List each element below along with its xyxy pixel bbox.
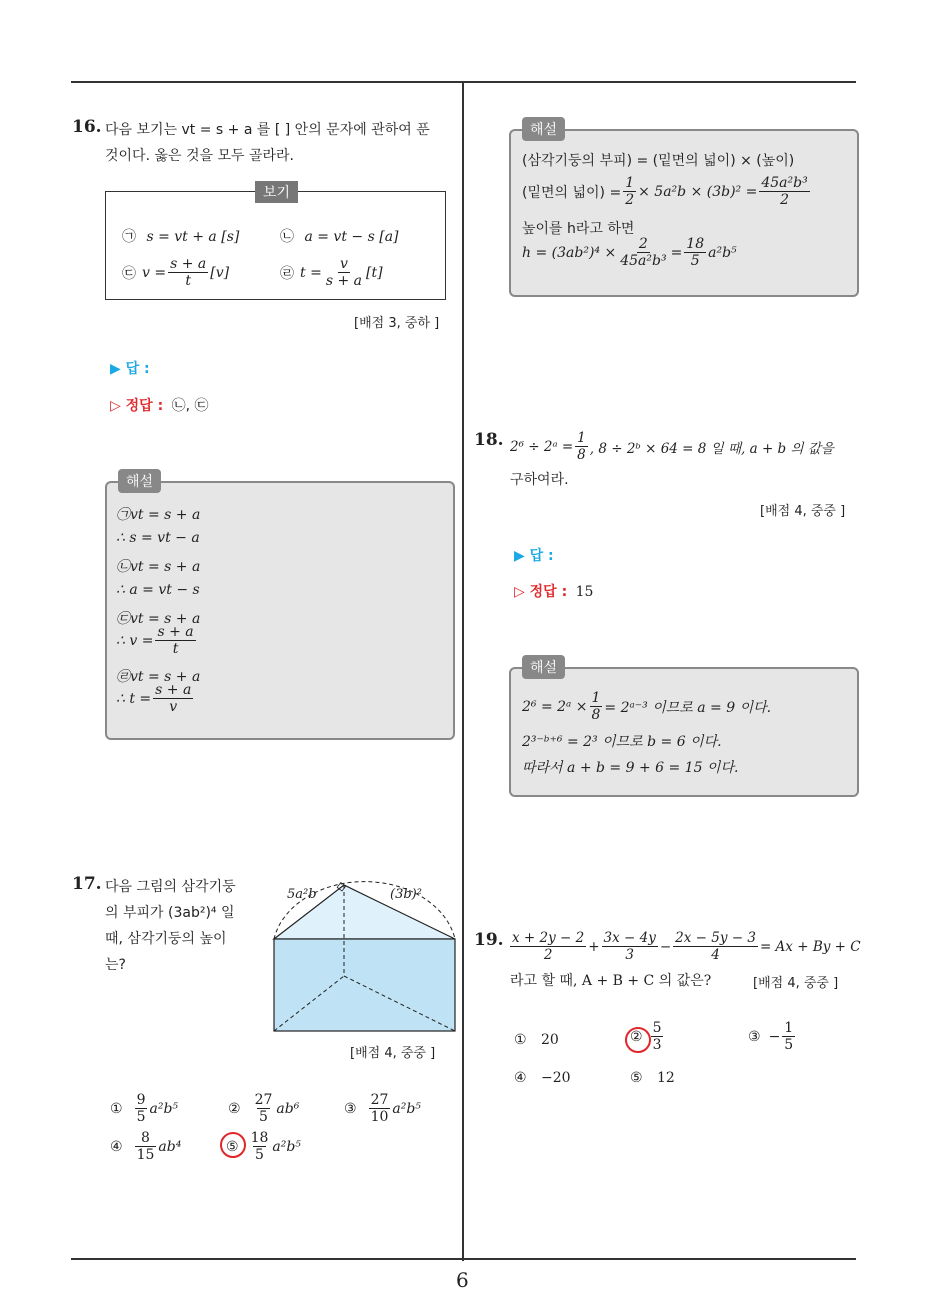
- q18-sol-line-1: [522, 690, 771, 723]
- q19-option-5-val: 12: [657, 1070, 675, 1086]
- q18-text-pre: 2⁶ ÷ 2ᵃ =: [510, 438, 574, 455]
- q17-sol-line-4: [522, 236, 737, 269]
- q16-sol-frac-v-num: s + a: [157, 624, 194, 640]
- q17-opt4-frac-den: 15: [136, 1147, 155, 1163]
- q16-correct-line: [110, 395, 209, 415]
- q17-sol-line-2-mid: × 5a²b × (3b)² =: [638, 183, 758, 200]
- q17-opt5-frac-num: 18: [250, 1130, 269, 1146]
- q19-selected-circle: [625, 1027, 651, 1053]
- q16-correct-value: ㉡, ㉢: [171, 398, 209, 414]
- q17-option-1[interactable]: [110, 1092, 178, 1125]
- q16-sol-line-8: [116, 682, 195, 715]
- q16-sol-line-2: ∴ s = vt − a: [116, 530, 200, 546]
- q19-option-2-num: ②: [630, 1028, 643, 1045]
- q17-opt4-frac-num: 8: [141, 1130, 150, 1146]
- q17-opt3-tail: a²b⁵: [392, 1100, 421, 1117]
- q19-option-5[interactable]: [630, 1070, 675, 1086]
- q19-f3-den: 4: [711, 947, 720, 963]
- q16-sol-frac-v-den: t: [172, 641, 179, 657]
- q17-opt2-frac-den: 5: [259, 1109, 268, 1125]
- q16-sol-line-6: [116, 624, 198, 657]
- q19-option-1[interactable]: [514, 1032, 559, 1048]
- q17-opt2-frac-num: 27: [254, 1092, 273, 1108]
- q17-sol-l2-f1-den: 2: [625, 192, 635, 208]
- q18-sol-line-1-post: = 2ᵃ⁻³ 이므로 a = 9 이다.: [604, 699, 772, 716]
- q17-opt3-frac-den: 10: [370, 1109, 389, 1125]
- q16-text-line1: 다음 보기는 vt = s + a 를 [ ] 안의 문자에 관하여 푼: [105, 122, 430, 138]
- q17-fig-label-left: 5a²b: [287, 887, 317, 902]
- q16-sol-line-8-lhs: ∴ t =: [116, 690, 152, 707]
- q19-opt2-frac-den: 3: [652, 1037, 662, 1053]
- q17-opt5-tail: a²b⁵: [272, 1138, 301, 1155]
- q17-sol-l4-f1-den: 45a²b³: [620, 253, 667, 269]
- q18-text-post: , 8 ÷ 2ᵇ × 64 = 8 일 때, a + b 의 값을: [589, 440, 834, 457]
- q18-text-line1: [510, 430, 834, 463]
- q16-item-2: [280, 226, 399, 246]
- q18-correct-value: 15: [575, 584, 594, 600]
- q18-sol-line-3: 따라서 a + b = 9 + 6 = 15 이다.: [522, 760, 739, 776]
- q17-sol-l2-f2-num: 45a²b³: [761, 175, 808, 191]
- q17-score: [배점 4, 중중 ]: [350, 1046, 436, 1061]
- q16-item-3-den: t: [185, 273, 191, 289]
- q19-score: [배점 4, 중중 ]: [753, 976, 839, 991]
- q17-option-2[interactable]: [228, 1092, 299, 1125]
- q16-item-3-num: s + a: [170, 256, 207, 272]
- q16-item-4: [280, 256, 383, 289]
- q17-number: 17.: [72, 874, 102, 894]
- q16-sol-line-7: ㉣vt = s + a: [116, 669, 201, 685]
- q17-option-2-num: ②: [228, 1100, 241, 1117]
- q17-option-4[interactable]: [110, 1130, 181, 1163]
- q17-option-3-num: ③: [344, 1100, 357, 1117]
- q18-solution-tag: 해설: [522, 655, 565, 679]
- top-rule: [71, 81, 856, 83]
- q19-option-3[interactable]: [748, 1020, 797, 1053]
- q16-bogi-label: 보기: [255, 181, 298, 203]
- page-number: 6: [456, 1268, 469, 1292]
- q16-sol-frac-t-num: s + a: [155, 682, 192, 698]
- q16-item-4-lhs: t =: [300, 264, 322, 281]
- q18-score: [배점 4, 중중 ]: [760, 504, 846, 519]
- q16-score: [배점 3, 중하 ]: [354, 316, 440, 331]
- q16-item-2-expr: a = vt − s [a]: [304, 229, 399, 245]
- q18-correct-line: [514, 581, 593, 601]
- q16-answer-label: ▶ 답 :: [110, 361, 150, 377]
- bottom-rule: [71, 1258, 856, 1260]
- q16-sol-line-4: ∴ a = vt − s: [116, 582, 200, 598]
- q17-sol-l4-f2-den: 5: [690, 253, 700, 269]
- q19-text-line2: 라고 할 때, A + B + C 의 값은?: [510, 973, 712, 989]
- q19-f3-num: 2x − 5y − 3: [675, 930, 756, 946]
- q19-minus: −: [659, 938, 672, 955]
- q17-sol-l4-f1-num: 2: [638, 236, 648, 252]
- q17-opt1-tail: a²b⁵: [149, 1100, 179, 1117]
- q17-option-1-num: ①: [110, 1100, 123, 1117]
- q19-opt3-frac-den: 5: [784, 1037, 794, 1053]
- q18-number: 18.: [474, 430, 504, 450]
- q16-solution-tag: 해설: [118, 469, 161, 493]
- q17-sol-line-3: 높이를 h라고 하면: [522, 221, 635, 237]
- q17-opt1-frac-den: 5: [136, 1109, 146, 1125]
- q16-item-3-mark: ㉢: [122, 265, 136, 282]
- q16-text-line2: 것이다. 옳은 것을 모두 골라라.: [105, 148, 294, 164]
- q17-sol-line-4-pre: h = (3ab²)⁴ ×: [522, 244, 617, 261]
- q17-sol-l4-f2-num: 18: [686, 236, 705, 252]
- q18-correct-label: ▷ 정답 :: [514, 584, 568, 600]
- q17-sol-l2-f1-num: 1: [625, 175, 635, 191]
- q16-item-1-expr: s = vt + a [s]: [146, 229, 240, 245]
- q19-plus: +: [588, 938, 600, 955]
- q17-sol-line-2-pre: (밑면의 넓이) =: [522, 184, 622, 201]
- q17-sol-line-2: [522, 175, 812, 208]
- q19-option-4[interactable]: [514, 1070, 571, 1086]
- q18-text-line2: 구하여라.: [510, 472, 569, 488]
- q18-frac-num: 1: [577, 430, 586, 446]
- q16-item-3-lhs: v =: [142, 264, 167, 281]
- q17-text-line1: 다음 그림의 삼각기둥: [105, 879, 236, 895]
- q17-sol-line-1: (삼각기둥의 부피) = (밑면의 넓이) × (높이): [522, 153, 795, 169]
- q16-item-4-den: s + a: [325, 273, 362, 289]
- q17-opt5-frac-den: 5: [255, 1147, 264, 1163]
- q16-sol-frac-t-den: v: [169, 699, 178, 715]
- q19-f1-den: 2: [543, 947, 553, 963]
- q19-option-1-val: 20: [541, 1032, 559, 1048]
- q16-item-3-tail: [v]: [210, 264, 230, 281]
- q17-text-line3: 때, 삼각기둥의 높이: [105, 931, 227, 947]
- q16-item-1: [122, 226, 239, 246]
- q16-sol-line-5: ㉢vt = s + a: [116, 611, 201, 627]
- q17-option-3[interactable]: [344, 1092, 421, 1125]
- q19-option-1-num: ①: [514, 1032, 527, 1048]
- q16-sol-line-1: ㉠vt = s + a: [116, 507, 201, 523]
- q19-option-5-num: ⑤: [630, 1070, 643, 1086]
- q19-f2-num: 3x − 4y: [603, 930, 656, 946]
- q19-rhs: = Ax + By + C: [759, 938, 861, 955]
- q16-item-4-tail: [t]: [365, 264, 383, 281]
- q19-number: 19.: [474, 930, 504, 950]
- q17-solution-tag: 해설: [522, 117, 565, 141]
- q19-opt3-frac-num: 1: [784, 1020, 794, 1036]
- q17-opt1-frac-num: 9: [136, 1092, 146, 1108]
- q18-frac-den: 8: [577, 447, 586, 463]
- q17-opt4-tail: ab⁴: [158, 1138, 182, 1155]
- q19-f2-den: 3: [625, 947, 634, 963]
- q18-sol-line-2: 2³⁻ᵇ⁺⁶ = 2³ 이므로 b = 6 이다.: [522, 734, 722, 750]
- q19-f1-num: x + 2y − 2: [512, 930, 585, 946]
- q19-option-3-pre: −: [768, 1028, 781, 1045]
- q18-sol-frac-num: 1: [591, 690, 601, 706]
- q16-number: 16.: [72, 117, 102, 137]
- q18-sol-line-1-pre: 2⁶ = 2ᵃ ×: [522, 698, 588, 715]
- column-divider: [462, 81, 464, 1261]
- q18-answer-label: ▶ 답 :: [514, 548, 554, 564]
- q16-sol-line-6-lhs: ∴ v =: [116, 632, 154, 649]
- q16-sol-line-3: ㉡vt = s + a: [116, 559, 201, 575]
- q17-text-line4: 는?: [105, 957, 126, 973]
- q17-sol-line-4-tail: a²b⁵: [708, 244, 737, 261]
- q17-selected-circle: [220, 1132, 246, 1158]
- q17-opt3-frac-num: 27: [370, 1092, 389, 1108]
- q18-sol-frac-den: 8: [591, 707, 601, 723]
- q16-item-4-num: v: [339, 256, 348, 272]
- q17-sol-line-4-eq: =: [670, 244, 683, 261]
- q16-item-3: [122, 256, 229, 289]
- q17-option-4-num: ④: [110, 1138, 123, 1155]
- q19-option-4-val: −20: [541, 1070, 571, 1086]
- q17-sol-l2-f2-den: 2: [780, 192, 789, 208]
- q19-opt2-frac-num: 5: [652, 1020, 662, 1036]
- q17-option-5-num: ⑤: [226, 1138, 239, 1155]
- q16-item-1-mark: ㉠: [122, 229, 136, 245]
- q19-equation: [508, 930, 861, 963]
- q16-correct-label: ▷ 정답 :: [110, 398, 164, 414]
- q16-item-4-mark: ㉣: [280, 265, 294, 282]
- q19-option-3-num: ③: [748, 1028, 761, 1045]
- q17-opt2-tail: ab⁶: [276, 1100, 300, 1117]
- q19-option-4-num: ④: [514, 1070, 527, 1086]
- q17-fig-label-right: (3b)²: [390, 887, 422, 902]
- q17-text-line2: 의 부피가 (3ab²)⁴ 일: [105, 905, 235, 921]
- q16-item-2-mark: ㉡: [280, 229, 294, 245]
